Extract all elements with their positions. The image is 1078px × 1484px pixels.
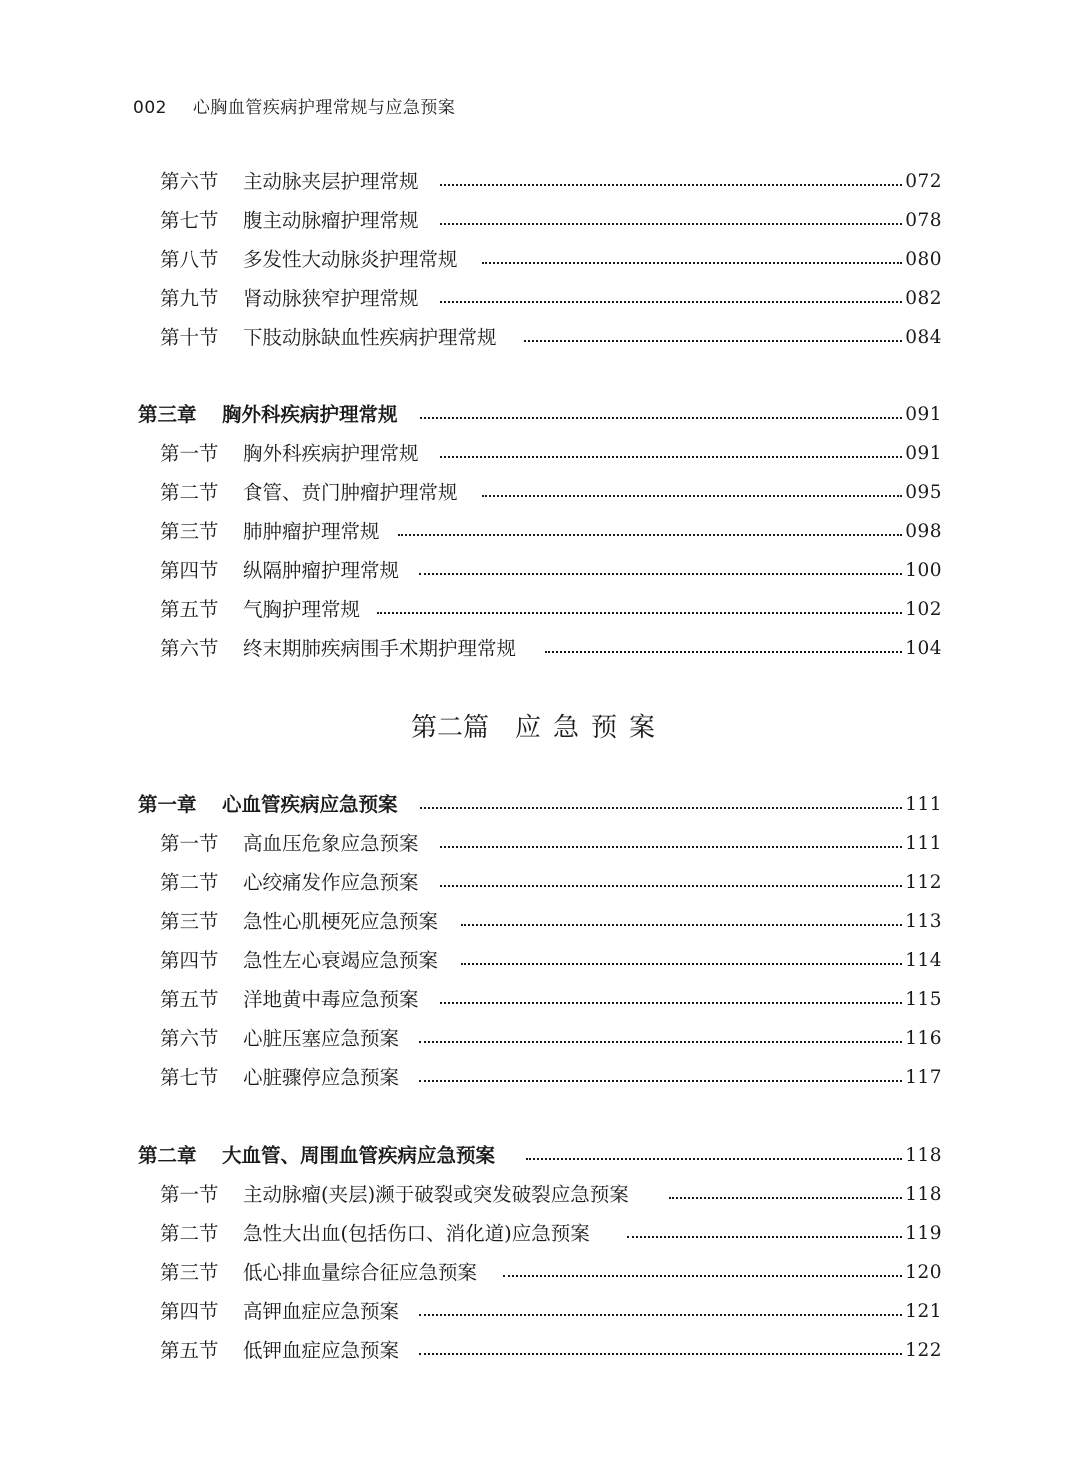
toc-leader-dots — [419, 1078, 902, 1082]
toc-section-title: 心脏骤停应急预案 — [243, 1063, 407, 1093]
toc-entry[interactable] — [0, 439, 1078, 469]
toc-entry[interactable] — [0, 1219, 1078, 1249]
toc-entry[interactable] — [0, 595, 1078, 625]
toc-leader-dots — [482, 493, 902, 497]
toc-entry[interactable] — [0, 1063, 1078, 1093]
toc-page-number: 117 — [905, 1067, 942, 1088]
toc-section-label: 第七节 — [160, 209, 219, 232]
toc-section-label: 第二节 — [160, 871, 219, 894]
toc-section-label: 第七节 — [160, 1066, 219, 1089]
toc-leader-dots — [461, 961, 902, 965]
toc-leader-dots — [440, 454, 902, 458]
toc-page-number: 080 — [905, 249, 942, 270]
toc-leader-dots — [482, 260, 902, 264]
toc-chapter-title: 大血管、周围血管疾病应急预案 — [222, 1141, 503, 1171]
toc-section-label: 第二节 — [160, 481, 219, 504]
toc-section-label: 第十节 — [160, 326, 219, 349]
toc-entry[interactable] — [0, 634, 1078, 664]
toc-section-label: 第四节 — [160, 949, 219, 972]
toc-entry[interactable] — [0, 478, 1078, 508]
toc-entry[interactable] — [0, 556, 1078, 586]
toc-chapter-title: 胸外科疾病护理常规 — [222, 400, 406, 430]
toc-leader-dots — [420, 415, 902, 419]
toc-leader-dots — [440, 182, 902, 186]
toc-page-number: 078 — [905, 210, 942, 231]
toc-page-number: 091 — [905, 404, 942, 425]
toc-leader-dots — [524, 338, 902, 342]
toc-section-title: 肾动脉狭窄护理常规 — [243, 284, 427, 314]
toc-section-title: 主动脉夹层护理常规 — [243, 167, 427, 197]
toc-section-title: 多发性大动脉炎护理常规 — [243, 245, 466, 275]
toc-section-label: 第一节 — [160, 832, 219, 855]
toc-leader-dots — [627, 1234, 902, 1238]
toc-page-number: 116 — [905, 1028, 942, 1049]
toc-page-number: 102 — [905, 599, 942, 620]
toc-entry[interactable] — [0, 517, 1078, 547]
toc-section-label: 第五节 — [160, 1339, 219, 1362]
toc-section-label: 第一节 — [160, 1183, 219, 1206]
toc-entry[interactable] — [0, 245, 1078, 275]
toc-section-label: 第九节 — [160, 287, 219, 310]
toc-chapter-title: 心血管疾病应急预案 — [222, 790, 406, 820]
toc-entry[interactable] — [0, 868, 1078, 898]
toc-entry[interactable] — [0, 1297, 1078, 1327]
toc-entry[interactable] — [0, 907, 1078, 937]
toc-entry[interactable] — [0, 167, 1078, 197]
toc-page-number: 118 — [905, 1184, 942, 1205]
toc-section-title: 气胸护理常规 — [243, 595, 368, 625]
toc-page-number: 098 — [905, 521, 942, 542]
toc-leader-dots — [545, 649, 902, 653]
part-name: 应急预案 — [515, 713, 668, 743]
toc-section-title: 肺肿瘤护理常规 — [243, 517, 388, 547]
toc-leader-dots — [440, 299, 902, 303]
toc-leader-dots — [398, 532, 902, 536]
toc-leader-dots — [419, 1039, 902, 1043]
toc-page-number: 120 — [905, 1262, 942, 1283]
toc-section-label: 第六节 — [160, 170, 219, 193]
toc-page-number: 095 — [905, 482, 942, 503]
toc-leader-dots — [419, 571, 902, 575]
toc-section-label: 第五节 — [160, 598, 219, 621]
toc-section-label: 第六节 — [160, 637, 219, 660]
toc-page-number: 112 — [905, 872, 942, 893]
toc-chapter-label: 第一章 — [138, 793, 197, 816]
toc-leader-dots — [440, 844, 902, 848]
toc-chapter-label: 第三章 — [138, 403, 197, 426]
toc-section-title: 主动脉瘤(夹层)濒于破裂或突发破裂应急预案 — [243, 1180, 637, 1210]
toc-section-title: 急性左心衰竭应急预案 — [243, 946, 446, 976]
toc-page-number: 100 — [905, 560, 942, 581]
toc-section-label: 第二节 — [160, 1222, 219, 1245]
toc-section-label: 第四节 — [160, 1300, 219, 1323]
toc-page-number: 118 — [905, 1145, 942, 1166]
toc-section-title: 高血压危象应急预案 — [243, 829, 427, 859]
toc-page-number: 072 — [905, 171, 942, 192]
toc-section-title: 下肢动脉缺血性疾病护理常规 — [243, 323, 505, 353]
toc-chapter-entry[interactable] — [0, 400, 1078, 430]
toc-page-number: 084 — [905, 327, 942, 348]
toc-leader-dots — [503, 1273, 902, 1277]
toc-section-title: 急性大出血(包括伤口、消化道)应急预案 — [243, 1219, 598, 1249]
part-label: 第二篇 — [410, 713, 489, 743]
toc-leader-dots — [440, 221, 902, 225]
toc-leader-dots — [440, 883, 902, 887]
toc-section-title: 终末期肺疾病围手术期护理常规 — [243, 634, 524, 664]
toc-entry[interactable] — [0, 1024, 1078, 1054]
toc-entry[interactable] — [0, 946, 1078, 976]
toc-entry[interactable] — [0, 985, 1078, 1015]
toc-entry[interactable] — [0, 284, 1078, 314]
toc-section-label: 第六节 — [160, 1027, 219, 1050]
toc-section-label: 第三节 — [160, 910, 219, 933]
toc-section-title: 低心排血量综合征应急预案 — [243, 1258, 485, 1288]
toc-page-number: 119 — [905, 1223, 942, 1244]
toc-section-title: 胸外科疾病护理常规 — [243, 439, 427, 469]
toc-section-label: 第三节 — [160, 520, 219, 543]
toc-section-title: 心绞痛发作应急预案 — [243, 868, 427, 898]
toc-leader-dots — [377, 610, 902, 614]
header-book-title: 心胸血管疾病护理常规与应急预案 — [192, 98, 456, 118]
header-page-number: 002 — [133, 98, 167, 118]
running-header — [133, 93, 455, 118]
toc-leader-dots — [419, 1351, 902, 1355]
toc-leader-dots — [420, 805, 902, 809]
toc-chapter-entry[interactable] — [0, 1141, 1078, 1171]
toc-section-label: 第一节 — [160, 442, 219, 465]
toc-section-title: 洋地黄中毒应急预案 — [243, 985, 427, 1015]
toc-leader-dots — [461, 922, 902, 926]
toc-entry[interactable] — [0, 829, 1078, 859]
toc-section-label: 第八节 — [160, 248, 219, 271]
toc-page-number: 121 — [905, 1301, 942, 1322]
toc-section-title: 纵隔肿瘤护理常规 — [243, 556, 407, 586]
toc-entry[interactable] — [0, 1258, 1078, 1288]
toc-leader-dots — [440, 1000, 902, 1004]
toc-page-number: 091 — [905, 443, 942, 464]
toc-section-title: 急性心肌梗死应急预案 — [243, 907, 446, 937]
toc-entry[interactable] — [0, 206, 1078, 236]
toc-page-number: 082 — [905, 288, 942, 309]
toc-section-title: 食管、贲门肿瘤护理常规 — [243, 478, 466, 508]
toc-page-number: 111 — [905, 794, 942, 815]
toc-leader-dots — [419, 1312, 902, 1316]
toc-section-title: 高钾血症应急预案 — [243, 1297, 407, 1327]
toc-page-number: 111 — [905, 833, 942, 854]
toc-chapter-entry[interactable] — [0, 790, 1078, 820]
toc-leader-dots — [669, 1195, 902, 1199]
toc-leader-dots — [526, 1156, 902, 1160]
part-title — [0, 707, 1078, 744]
toc-entry[interactable] — [0, 323, 1078, 353]
toc-section-label: 第三节 — [160, 1261, 219, 1284]
toc-page-number: 114 — [905, 950, 942, 971]
toc-section-label: 第四节 — [160, 559, 219, 582]
toc-page-number: 115 — [905, 989, 942, 1010]
toc-section-title: 腹主动脉瘤护理常规 — [243, 206, 427, 236]
toc-entry[interactable] — [0, 1336, 1078, 1366]
toc-page-number: 113 — [905, 911, 942, 932]
toc-section-label: 第五节 — [160, 988, 219, 1011]
toc-entry[interactable] — [0, 1180, 1078, 1210]
toc-page-number: 122 — [905, 1340, 942, 1361]
toc-section-title: 心脏压塞应急预案 — [243, 1024, 407, 1054]
toc-page-number: 104 — [905, 638, 942, 659]
toc-chapter-label: 第二章 — [138, 1144, 197, 1167]
toc-section-title: 低钾血症应急预案 — [243, 1336, 407, 1366]
